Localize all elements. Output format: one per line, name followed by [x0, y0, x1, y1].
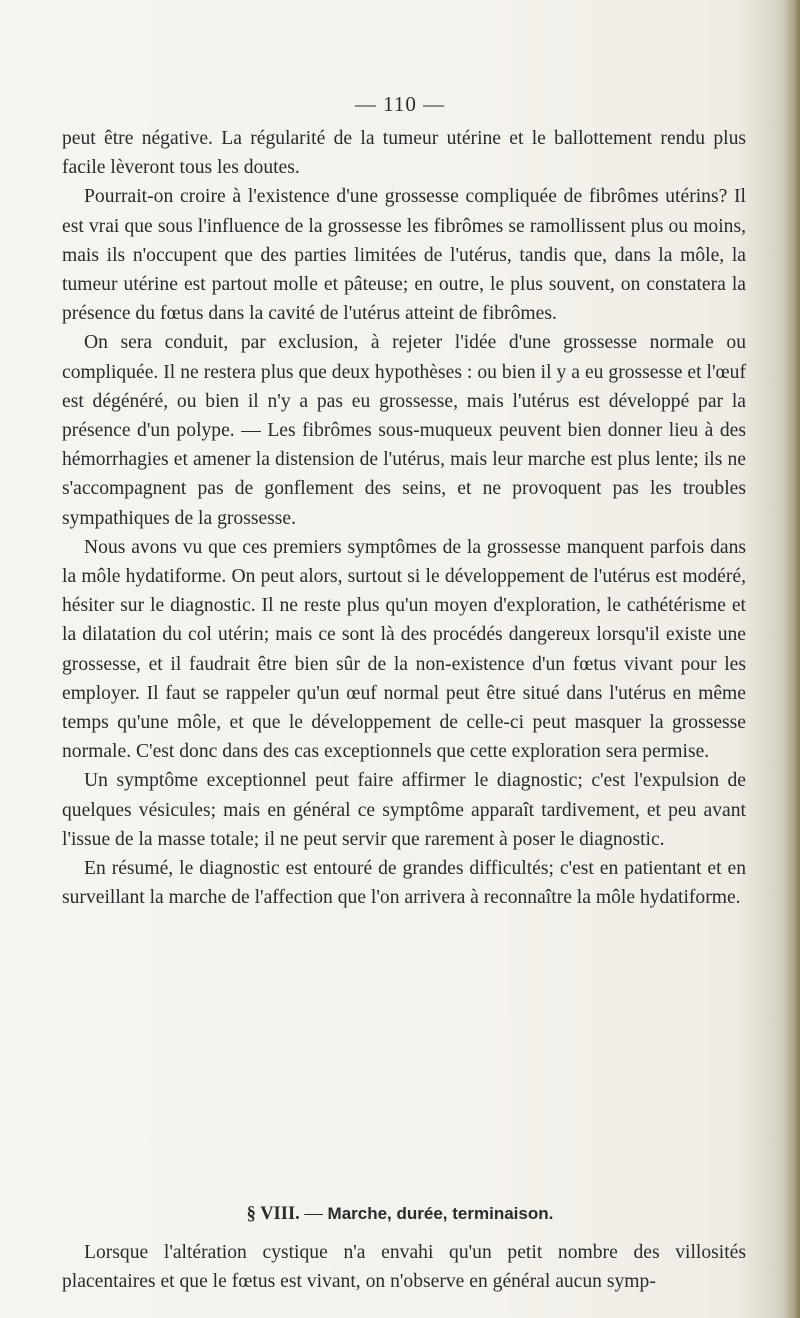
section-body-text: [62, 1238, 746, 1296]
paragraph-exclusion: On sera conduit, par exclusion, à rejeter l'idée d'une grossesse normale ou compliquée. Il ne restera plus que deux hypothèses : ou bien il y a eu grossesse et l'œuf est dégénéré, ou bien il n'y a pas eu grossesse, mais l'utérus est développé par la présence d'un polype. — Les fibrômes sous-muqueux peuvent bien donner lieu à des hémorrhagies et amener la distension de l'utérus, mais leur marche est plus lente; ils ne s'accompagnent pas de gonflement des seins, et ne provoquent pas les troubles sympathiques de la grossesse.: [62, 332, 746, 529]
page-binding-edge: [784, 0, 800, 1318]
paragraph-premiers-symptomes: Nous avons vu que ces premiers symptômes de la grossesse manquent parfois dans la môle hydatiforme. On peut alors, surtout si le développement de l'utérus est modéré, hésiter sur le diagnostic. Il ne reste plus qu'un moyen d'exploration, le cathétérisme et la dilatation du col utérin; mais ce sont là des procédés dangereux lorsqu'il existe une grossesse, et il faudrait être bien sûr de la non-existence d'un fœtus vivant pour les employer. Il faut se rappeler qu'un œuf normal peut être situé dans l'utérus en même temps qu'une môle, et que le développement de celle-ci peut masquer la grossesse normale. C'est donc dans des cas exceptionnels que cette exploration sera permise.: [62, 536, 746, 763]
section-heading: [0, 1204, 800, 1225]
paragraph-resume: En résumé, le diagnostic est entouré de grandes difficultés; c'est en patientant et en surveillant la marche de l'affection que l'on arrivera à reconnaître la môle hydatiforme.: [62, 858, 746, 909]
body-text: [62, 124, 746, 912]
paragraph-symptome-exceptionnel: Un symptôme exceptionnel peut faire affirmer le diagnostic; c'est l'expulsion de quelques vésicules; mais en général ce symptôme apparaît tardivement, et peu avant l'issue de la masse totale; il ne peut servir que rarement à poser le diagnostic.: [62, 770, 746, 850]
paragraph-fibromes: Pourrait-on croire à l'existence d'une grossesse compliquée de fibrômes utérins? Il est vrai que sous l'influence de la grossesse les fibrômes se ramollissent plus ou moins, mais ils n'occupent que des parties limitées de l'utérus, tandis que, dans la môle, la tumeur utérine est partout molle et pâteuse; en outre, le plus souvent, on constatera la présence du fœtus dans la cavité de l'utérus atteint de fibrômes.: [62, 186, 746, 325]
section-separator: —: [299, 1204, 328, 1224]
section-title: Marche, durée, terminaison.: [327, 1204, 554, 1223]
page-number: — 110 —: [354, 92, 446, 116]
paragraph-alteration-cystique: Lorsque l'altération cystique n'a envahi qu'un petit nombre des villosités placentaires et que le fœtus est vivant, on n'observe en général aucun symp-: [62, 1242, 746, 1293]
section-number: § VIII.: [246, 1204, 300, 1224]
paragraph-continuation: peut être négative. La régularité de la tumeur utérine et le ballottement rendu plus facile lèveront tous les doutes.: [62, 128, 746, 179]
